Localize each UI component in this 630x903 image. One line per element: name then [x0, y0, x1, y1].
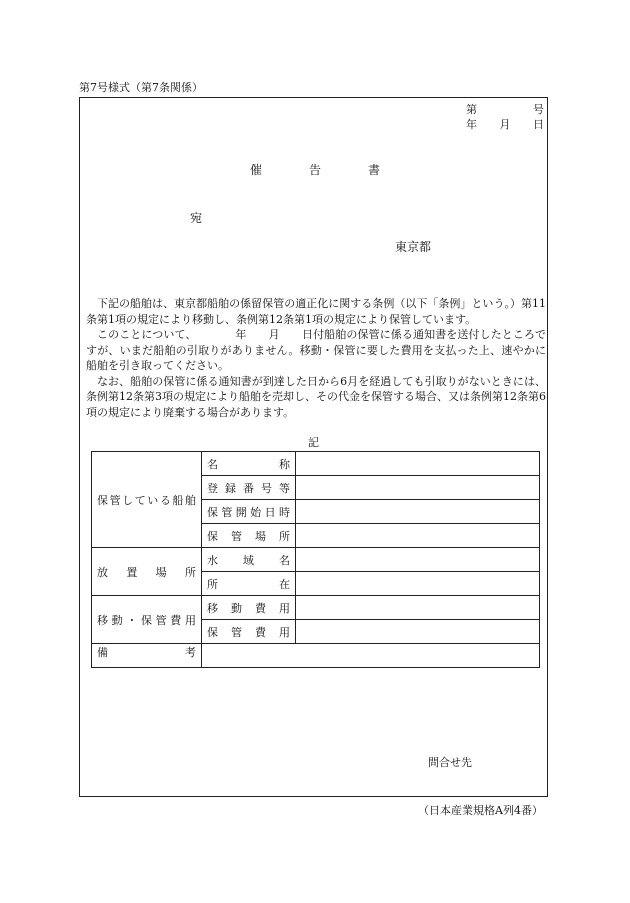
field-label-moving-cost: 移 動 費 用: [202, 596, 296, 620]
field-label-name: 名 称: [202, 452, 296, 476]
number-prefix: 第: [466, 103, 477, 116]
body-paragraph-1: 下記の船舶は、東京都船舶の係留保管の適正化に関する条例（以下「条例」という。）第11条第1項の規定により移動し、条例第12条第1項の規定により保管しています。: [86, 297, 546, 326]
addressee: 宛: [190, 211, 203, 225]
field-label-storage-cost: 保 管 費 用: [202, 620, 296, 644]
field-value-location[interactable]: [296, 572, 540, 596]
table-row: [92, 596, 540, 620]
page-title: [250, 161, 380, 178]
field-value-storage-place[interactable]: [296, 524, 540, 548]
field-value-registration[interactable]: [296, 476, 540, 500]
field-value-storage-cost[interactable]: [296, 620, 540, 644]
document-number-line: [466, 101, 544, 117]
inquiry-label: 問合せ先: [428, 756, 472, 769]
group-label-costs: 移 動 ・ 保 管 費 用: [92, 596, 202, 644]
group-label-remarks: 備 考: [92, 644, 202, 668]
field-value-name[interactable]: [296, 452, 540, 476]
field-value-storage-start[interactable]: [296, 500, 540, 524]
field-label-registration: 登 録 番 号 等: [202, 476, 296, 500]
paper-standard: （日本産業規格A列4番）: [418, 804, 543, 817]
body-text: [86, 296, 546, 420]
group-label-vessel: 保 管 し て い る 船 舶: [92, 452, 202, 548]
date-year: 年: [466, 118, 477, 131]
field-label-storage-place: 保 管 場 所: [202, 524, 296, 548]
form-label: 第7号様式（第7条関係）: [79, 81, 203, 94]
date-day: 日: [533, 118, 544, 131]
record-table: [91, 451, 540, 668]
field-label-water-area: 水 域 名: [202, 548, 296, 572]
field-label-storage-start: 保 管 開 始 日 時: [202, 500, 296, 524]
group-label-abandoned-place: 放 置 場 所: [92, 548, 202, 596]
title-char: 書: [367, 163, 380, 177]
table-row: [92, 644, 540, 668]
body-paragraph-2: このことについて、 年 月 日付船舶の保管に係る通知書を送付したところですが、いまだ船舶の引取りがありません。移動・保管に要した費用を支払った上、速やかに船舶を引き取ってください。: [86, 328, 546, 372]
date-line: [466, 116, 544, 132]
body-paragraph-3: なお、船舶の保管に係る通知書が到達した日から6月を経過しても引取りがないときには、条例第12条第3項の規定により船舶を売却し、その代金を保管する場合、又は条例第12条第6項の規定により廃棄する場合があります。: [86, 374, 546, 419]
number-suffix: 号: [533, 103, 544, 116]
table-row: [92, 452, 540, 476]
ki-heading: 記: [308, 436, 319, 449]
title-char: 告: [308, 163, 321, 177]
date-month: 月: [499, 118, 511, 131]
field-value-water-area[interactable]: [296, 548, 540, 572]
field-value-moving-cost[interactable]: [296, 596, 540, 620]
title-char: 催: [250, 163, 263, 177]
field-value-remarks[interactable]: [202, 644, 540, 668]
table-row: [92, 548, 540, 572]
issuer: 東京都: [395, 240, 432, 254]
field-label-location: 所 在: [202, 572, 296, 596]
